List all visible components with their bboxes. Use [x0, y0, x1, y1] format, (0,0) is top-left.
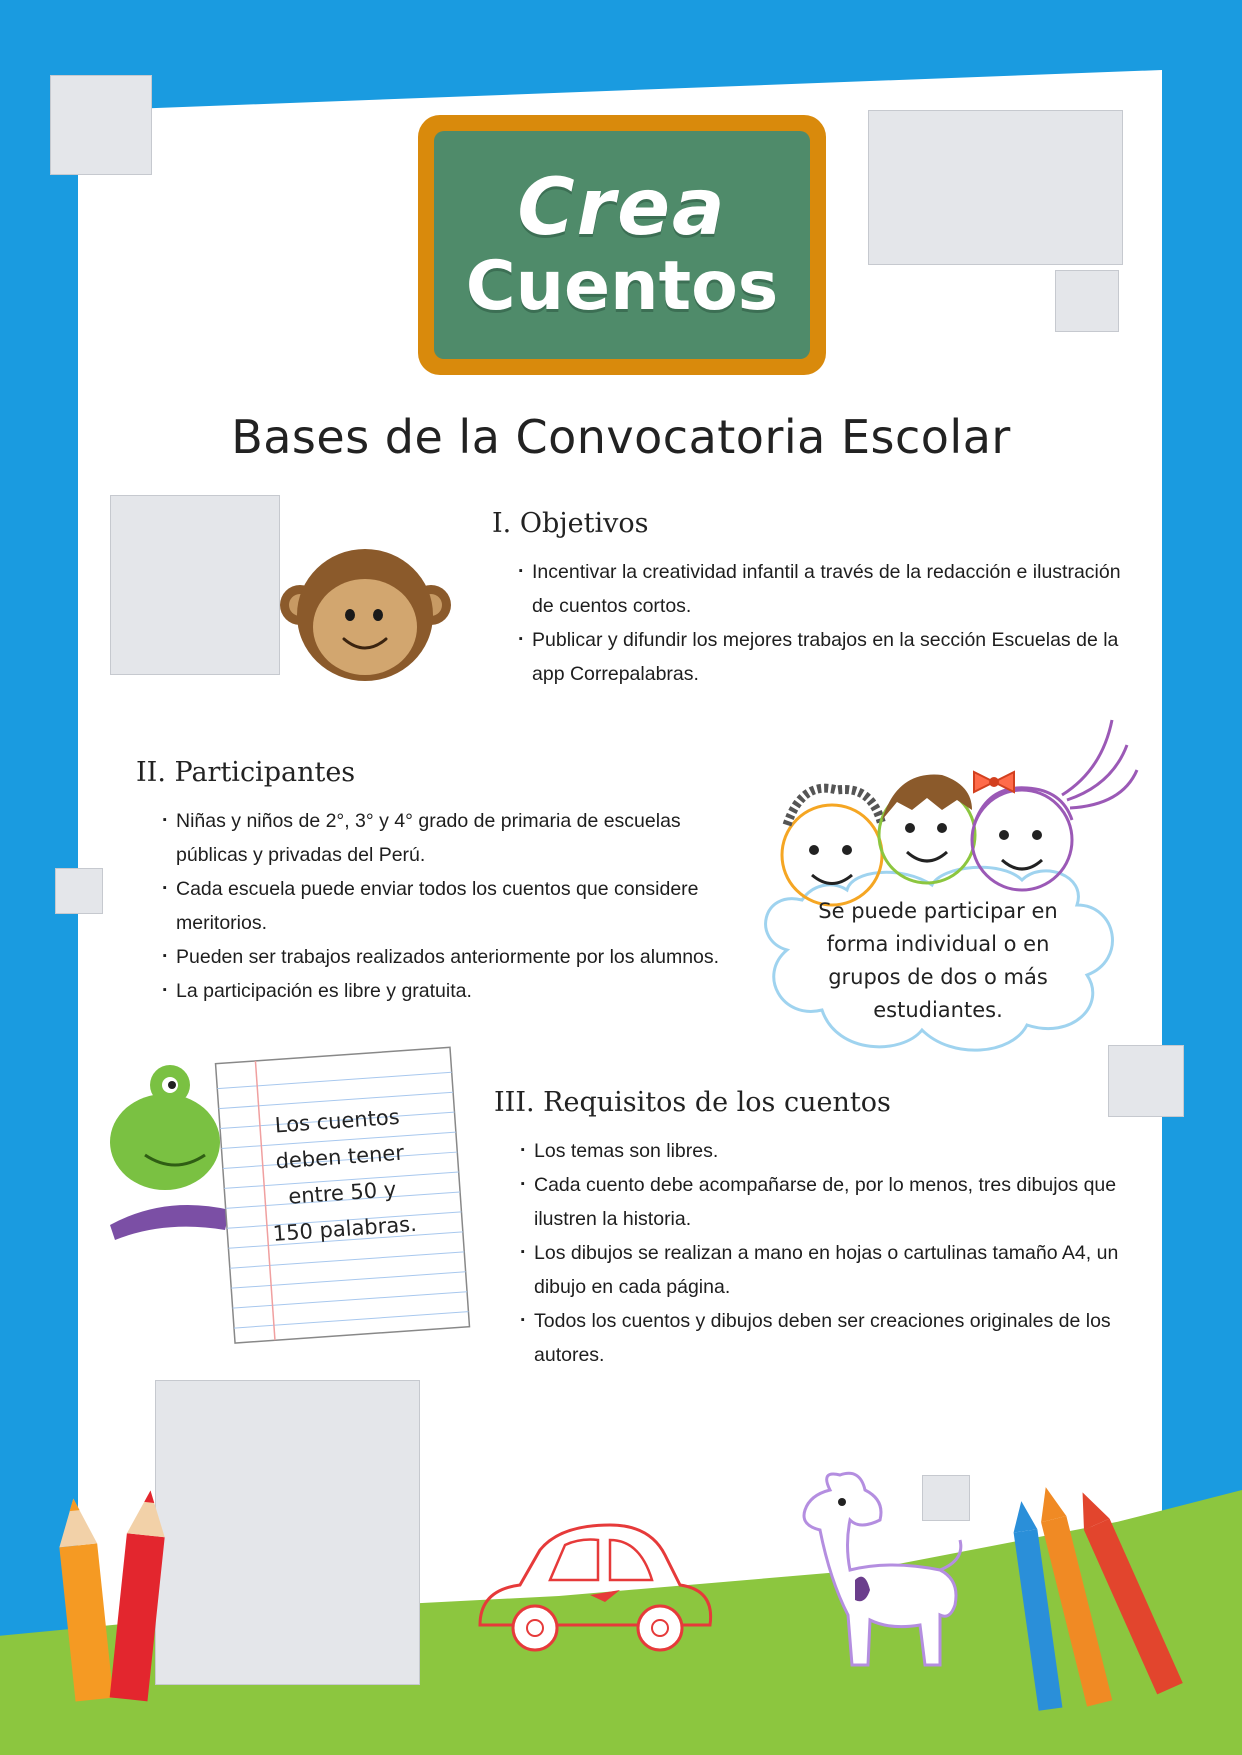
- section-objetivos: [492, 508, 1132, 691]
- section-requisitos: [494, 1087, 1134, 1372]
- section-participantes: [136, 757, 728, 1008]
- star-icon: [1055, 270, 1119, 332]
- page-title: Bases de la Convocatoria Escolar: [231, 410, 1011, 464]
- list-item: · Pueden ser trabajos realizados anteriormente por los alumnos.: [162, 940, 728, 974]
- list-item: · Cada cuento debe acompañarse de, por lo menos, tres dibujos que ilustren la historia.: [520, 1168, 1134, 1236]
- paper-note: Los cuentos deben tener entre 50 y 150 palabras.: [272, 1104, 418, 1246]
- crayons-icon: [1008, 1470, 1208, 1720]
- pencil-icon: [868, 110, 1123, 265]
- sun-icon: [110, 495, 280, 675]
- tree-icon: [155, 1380, 420, 1685]
- logo-line-2: Cuentos: [465, 247, 779, 326]
- logo-line-1: Crea: [517, 163, 727, 253]
- monkey-icon: [278, 545, 453, 685]
- cloud-note: Se puede participar en forma individual o en grupos de dos o más estudiantes.: [818, 899, 1058, 1022]
- list-item: · Incentivar la creatividad infantil a través de la redacción e ilustración de cuentos cortos.: [518, 555, 1132, 623]
- crea-cuentos-logo: [418, 115, 826, 375]
- horse-icon: [790, 1470, 970, 1670]
- star-icon: [55, 868, 103, 914]
- list-item: · La participación es libre y gratuita.: [162, 974, 728, 1008]
- list-item: · Publicar y difundir los mejores trabajos en la sección Escuelas de la app Correpalabras.: [518, 623, 1132, 691]
- colored-pencils-icon: [55, 1490, 175, 1705]
- section-title: I. Objetivos: [492, 508, 649, 539]
- list-item: · Todos los cuentos y dibujos deben ser creaciones originales de los autores.: [520, 1304, 1134, 1372]
- section-title: II. Participantes: [136, 757, 356, 788]
- list-item: · Los temas son libres.: [520, 1134, 1134, 1168]
- car-icon: [470, 1510, 720, 1660]
- list-item: · Cada escuela puede enviar todos los cuentos que considere meritorios.: [162, 872, 728, 940]
- list-item: · Los dibujos se realizan a mano en hojas o cartulinas tamaño A4, un dibujo en cada página.: [520, 1236, 1134, 1304]
- star-icon: [50, 75, 152, 175]
- list-item: · Niñas y niños de 2°, 3° y 4° grado de primaria de escuelas públicas y privadas del Perú.: [162, 804, 728, 872]
- section-title: III. Requisitos de los cuentos: [494, 1087, 891, 1118]
